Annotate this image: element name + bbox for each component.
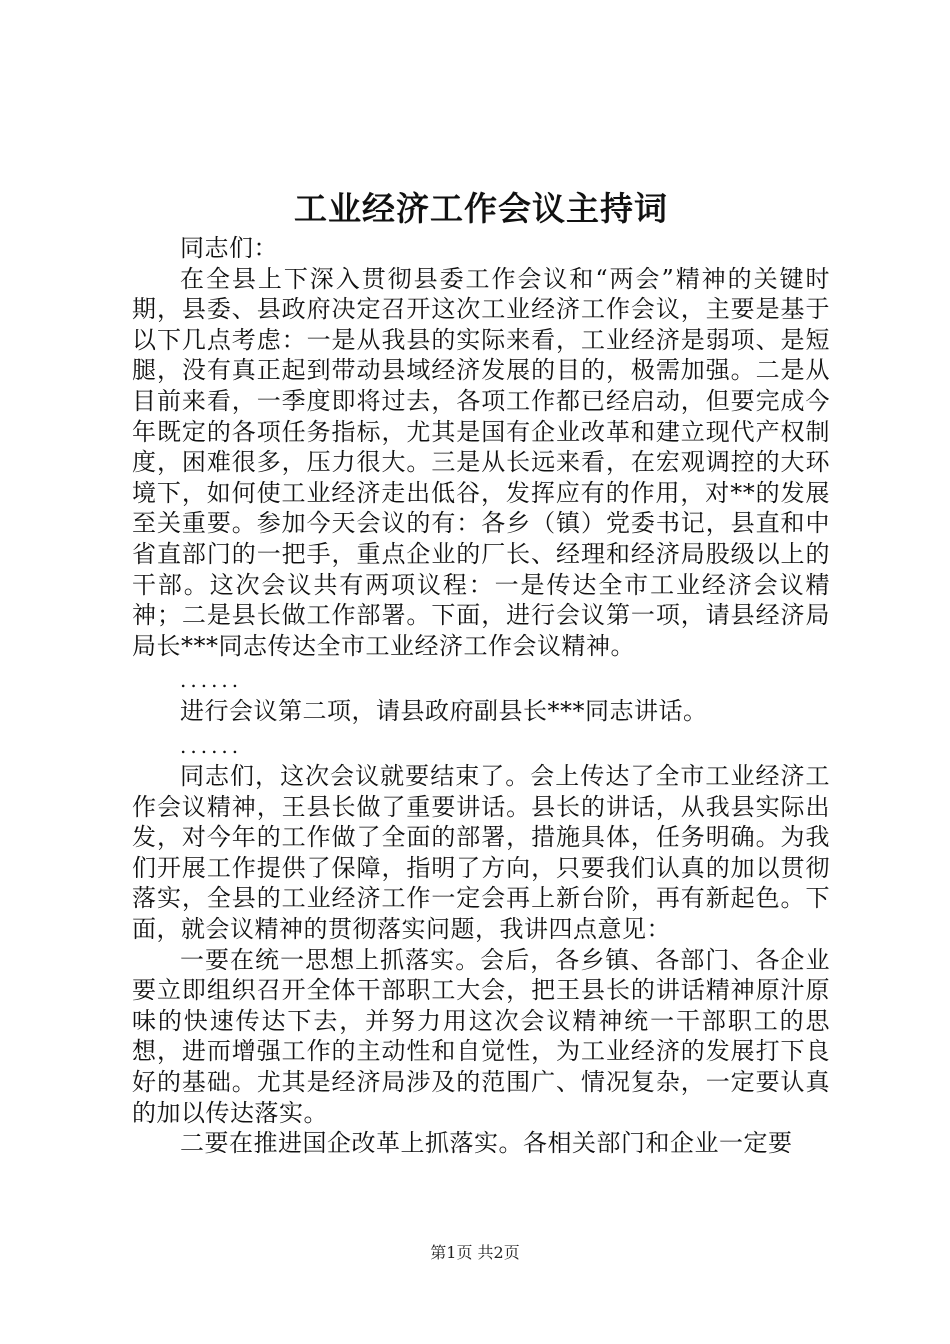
ellipsis-2: ...... xyxy=(180,733,243,758)
paragraph-opening: 在全县上下深入贯彻县委工作会议和“两会”精神的关键时期，县委、县政府决定召开这次工业经济工作会议，主要是基于以下几点考虑：一是从我县的实际来看，工业经济是弱项、是短腿，没有真正起到带动县域经济发展的目的，极需加强。二是从目前来看，一季度即将过去，各项工作都已经启动，但要完成今年既定的各项任务指标，尤其是国有企业改革和建立现代产权制度，困难很多，压力很大。三是从长远来看，在宏观调控的大环境下，如何使工业经济走出低谷，发挥应有的作用，对**的发展至关重要。参加今天会议的有：各乡（镇）党委书记，县直和中省直部门的一把手，重点企业的厂长、经理和经济局股级以上的干部。这次会议共有两项议程：一是传达全市工业经济会议精神；二是县长做工作部署。下面，进行会议第一项，请县经济局局长***同志传达全市工业经济工作会议精神。 xyxy=(132,264,830,660)
document-title: 工业经济工作会议主持词 xyxy=(294,189,668,228)
document-body xyxy=(132,185,830,1159)
paragraph-point-two: 二要在推进国企改革上抓落实。各相关部门和企业一定要 xyxy=(180,1129,793,1158)
paragraph-closing: 同志们，这次会议就要结束了。会上传达了全市工业经济工作会议精神，王县长做了重要讲话。县长的讲话，从我县实际出发，对今年的工作做了全面的部署，措施具体，任务明确。为我们开展工作提供了保障，指明了方向，只要我们认真的加以贯彻落实，全县的工业经济工作一定会再上新台阶，再有新起色。下面，就会议精神的贯彻落实问题，我讲四点意见： xyxy=(132,762,830,944)
paragraph-second-item: 进行会议第二项，请县政府副县长***同志讲话。 xyxy=(180,696,708,725)
page-footer: 第1页 共2页 xyxy=(430,1243,520,1262)
ellipsis-1: ...... xyxy=(180,668,243,693)
greeting: 同志们： xyxy=(180,234,278,262)
paragraph-point-one: 一要在统一思想上抓落实。会后，各乡镇、各部门、各企业要立即组织召开全体干部职工大会，把王县长的讲话精神原汁原味的快速传达下去，并努力用这次会议精神统一干部职工的思想，进而增强工作的主动性和自觉性，为工业经济的发展打下良好的基础。尤其是经济局涉及的范围广、情况复杂，一定要认真的加以传达落实。 xyxy=(132,945,830,1127)
